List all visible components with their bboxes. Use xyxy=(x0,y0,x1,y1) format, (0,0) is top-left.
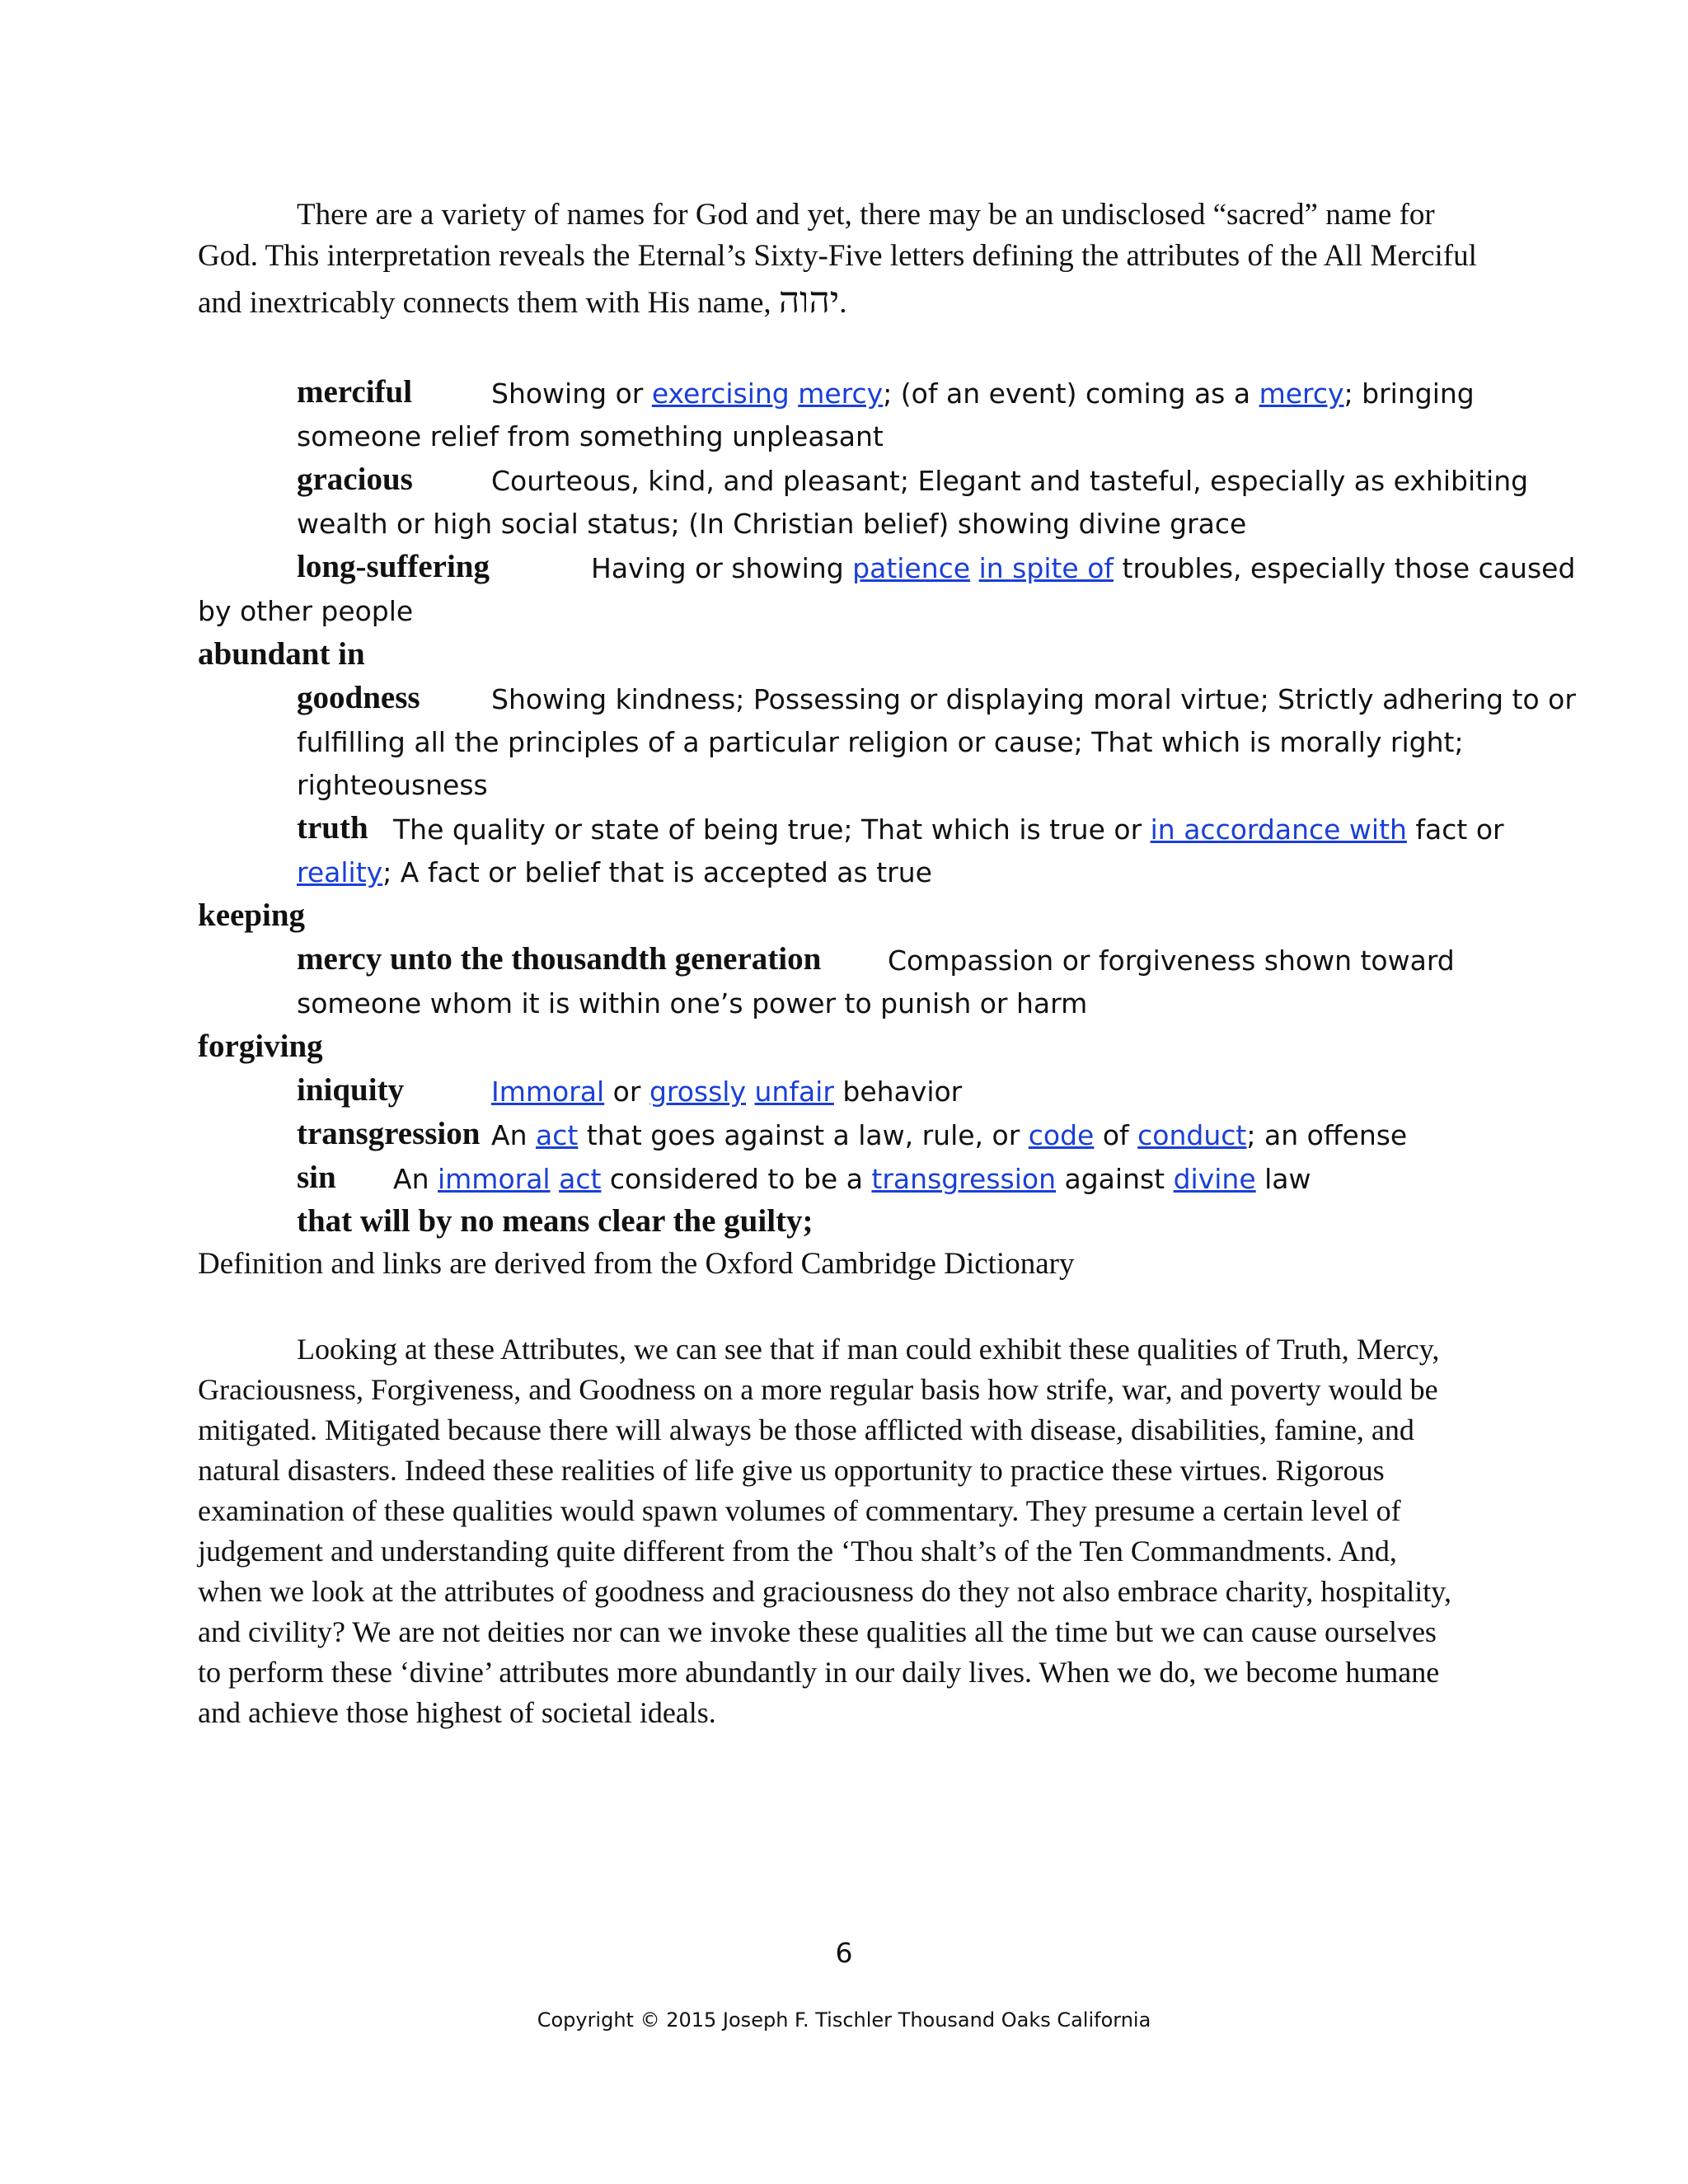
body-line: when we look at the attributes of goodness and graciousness do they not also embrace charity, hospitality, xyxy=(198,1575,1451,1608)
term-label: iniquity xyxy=(297,1072,405,1108)
dictionary-link[interactable]: conduct xyxy=(1137,1119,1247,1151)
intro-line: God. This interpretation reveals the Eternal’s Sixty-Five letters defining the attributes of the All Merciful xyxy=(198,239,1477,273)
body-line: and achieve those highest of societal ideals. xyxy=(198,1696,716,1729)
body-line: natural disasters. Indeed these realities of life give us opportunity to practice these virtues. Rigorous xyxy=(198,1454,1385,1487)
body-paragraph xyxy=(198,1329,1484,1733)
definition-line: An immoral act considered to be a transgression against divine law xyxy=(393,1163,1311,1195)
body-line: and civility? We are not deities nor can we invoke these qualities all the time but we can cause ourselves xyxy=(198,1615,1437,1648)
dictionary-link[interactable]: grossly xyxy=(649,1076,747,1108)
definition-line: Immoral or grossly unfair behavior xyxy=(491,1076,963,1108)
dictionary-link[interactable]: in spite of xyxy=(978,552,1114,584)
attribute-long-suffering xyxy=(297,548,490,585)
attribute-goodness xyxy=(297,679,420,716)
definition-line: someone whom it is within one’s power to punish or harm xyxy=(297,987,1088,1019)
term-label: long-suffering xyxy=(297,549,490,584)
term-label: goodness xyxy=(297,680,420,715)
dictionary-link[interactable]: act xyxy=(535,1119,579,1151)
dictionary-link[interactable]: exercising xyxy=(651,377,790,410)
body-line: mitigated. Mitigated because there will always be those afflicted with disease, disabilities, famine, and xyxy=(198,1413,1414,1446)
attribute-truth xyxy=(297,809,368,846)
hebrew-divine-name: יהוה xyxy=(778,279,840,321)
definition-line: Having or showing patience in spite of troubles, especially those caused xyxy=(591,552,1576,584)
term-label: mercy unto the thousandth generation xyxy=(297,941,822,977)
dictionary-link[interactable]: divine xyxy=(1173,1163,1256,1195)
definition-line: fulfilling all the principles of a particular religion or cause; That which is morally right; xyxy=(297,726,1464,758)
source-note: Definition and links are derived from the Oxford Cambridge Dictionary xyxy=(198,1247,1075,1281)
dictionary-link[interactable]: Immoral xyxy=(491,1076,605,1108)
definition-line: An act that goes against a law, rule, or code of conduct; an offense xyxy=(491,1119,1408,1151)
section-heading-forgiving: forgiving xyxy=(198,1029,323,1064)
definition-line: Showing or exercising mercy; (of an event) coming as a mercy; bringing xyxy=(491,377,1475,410)
attribute-gracious xyxy=(297,461,413,498)
dictionary-link[interactable]: mercy xyxy=(798,377,884,410)
definition-line: Courteous, kind, and pleasant; Elegant and tasteful, especially as exhibiting xyxy=(491,465,1529,497)
definition-line: by other people xyxy=(198,595,414,627)
attribute-sin xyxy=(297,1159,336,1196)
term-label: merciful xyxy=(297,374,413,410)
dictionary-link[interactable]: code xyxy=(1028,1119,1095,1151)
closing-attribute: that will by no means clear the guilty; xyxy=(297,1203,814,1239)
definition-line: reality; A fact or belief that is accepted as true xyxy=(297,856,932,888)
intro-line: and inextricably connects them with His name, יהוה. xyxy=(198,279,847,321)
intro-paragraph xyxy=(198,194,1484,324)
dictionary-link[interactable]: act xyxy=(559,1163,602,1195)
section-heading-abundant-in: abundant in xyxy=(198,636,365,672)
term-label: truth xyxy=(297,810,368,846)
dictionary-link[interactable]: transgression xyxy=(871,1163,1057,1195)
attribute-iniquity xyxy=(297,1071,404,1108)
body-line: to perform these ‘divine’ attributes more abundantly in our daily lives. When we do, we become humane xyxy=(198,1656,1440,1689)
dictionary-link[interactable]: mercy xyxy=(1259,377,1344,410)
definition-line: Compassion or forgiveness shown toward xyxy=(888,944,1455,977)
body-line: Graciousness, Forgiveness, and Goodness on a more regular basis how strife, war, and poverty would be xyxy=(198,1373,1438,1406)
definition-line: wealth or high social status; (In Christian belief) showing divine grace xyxy=(297,508,1247,540)
dictionary-link[interactable]: in accordance with xyxy=(1150,813,1407,846)
dictionary-link[interactable]: unfair xyxy=(754,1076,834,1108)
attribute-transgression xyxy=(297,1115,480,1152)
section-heading-keeping: keeping xyxy=(198,898,306,933)
copyright-notice: Copyright © 2015 Joseph F. Tischler Thousand Oaks California xyxy=(537,2008,1151,2032)
definition-line: Showing kindness; Possessing or displaying moral virtue; Strictly adhering to or xyxy=(491,683,1576,715)
body-line: Looking at these Attributes, we can see that if man could exhibit these qualities of Truth, Mercy, xyxy=(297,1333,1440,1366)
term-label: sin xyxy=(297,1160,336,1195)
dictionary-link[interactable]: reality xyxy=(297,856,383,888)
definition-line: righteousness xyxy=(297,769,488,801)
body-line: judgement and understanding quite different from the ‘Thou shalt’s of the Ten Commandments. And, xyxy=(198,1535,1397,1568)
attribute-merciful xyxy=(297,373,412,410)
dictionary-link[interactable]: patience xyxy=(852,552,971,584)
dictionary-link[interactable]: immoral xyxy=(437,1163,551,1195)
intro-line: There are a variety of names for God and yet, there may be an undisclosed “sacred” name for xyxy=(297,198,1435,232)
term-label: gracious xyxy=(297,462,413,497)
page-number: 6 xyxy=(835,1937,853,1969)
attribute-mercy-unto-thousandth-generation xyxy=(297,940,821,977)
definition-line: The quality or state of being true; That which is true or in accordance with fact or xyxy=(393,813,1504,846)
body-line: examination of these qualities would spawn volumes of commentary. They presume a certain level of xyxy=(198,1494,1401,1527)
definition-line: someone relief from something unpleasant xyxy=(297,420,884,452)
term-label: transgression xyxy=(297,1116,481,1151)
